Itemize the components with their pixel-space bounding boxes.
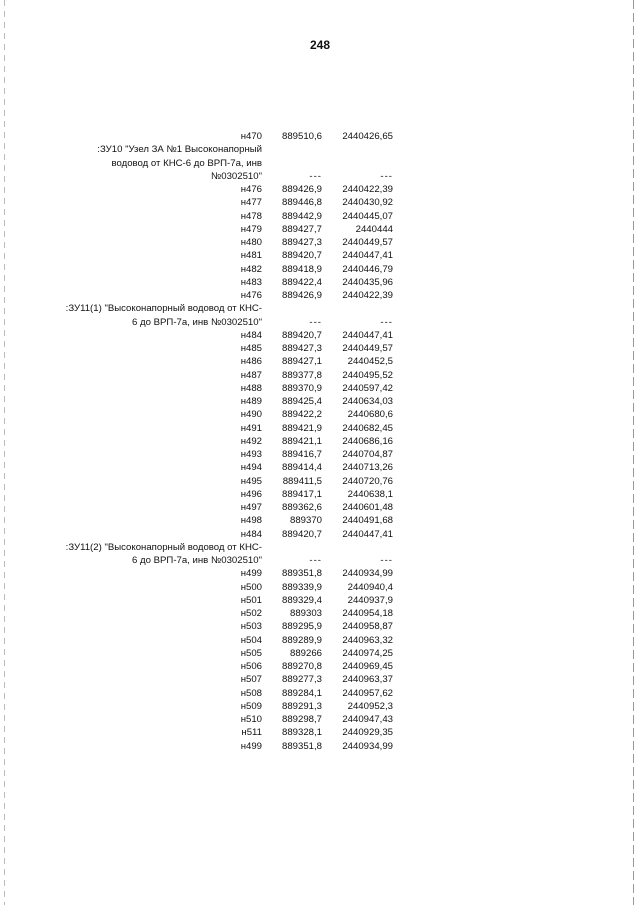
- parcel-caption: :ЗУ11(2) "Высоконапорный водовод от КНС-: [65, 541, 262, 553]
- coordinate-row: [60, 183, 400, 196]
- x-coordinate: 889298,7: [281, 714, 322, 725]
- point-label: н506: [240, 661, 262, 672]
- coordinate-row: [60, 329, 400, 342]
- y-coordinate: 2440495,52: [342, 369, 393, 381]
- coordinate-row: [60, 567, 400, 580]
- x-coordinate: 889427,3: [281, 343, 322, 354]
- coordinate-row: [60, 726, 400, 739]
- coordinate-row: [60, 594, 400, 607]
- x-coordinate: 889421,9: [281, 422, 322, 434]
- parcel-header-row: [60, 157, 400, 170]
- point-label: н496: [240, 488, 262, 500]
- y-coordinate: 2440704,87: [342, 449, 393, 460]
- y-coordinate: 2440491,68: [342, 515, 393, 527]
- coordinate-row: [60, 713, 400, 726]
- x-coordinate: 889442,9: [281, 210, 322, 222]
- coordinate-row: [60, 236, 400, 249]
- y-coordinate: 2440449,57: [342, 237, 393, 248]
- coordinate-row: [60, 647, 400, 660]
- point-label: н484: [240, 329, 262, 341]
- coordinate-row: [60, 687, 400, 700]
- x-coordinate: 889295,9: [281, 621, 322, 633]
- x-coordinate: 889370: [289, 515, 322, 527]
- coordinate-row: [60, 408, 400, 421]
- y-coordinate: 2440952,3: [347, 700, 393, 712]
- y-coordinate: 2440974,25: [342, 647, 393, 659]
- x-coordinate: 889422,4: [281, 276, 322, 288]
- point-label: н487: [240, 369, 262, 381]
- point-label: н503: [240, 621, 262, 633]
- point-label: н505: [240, 647, 262, 659]
- parcel-header-row: [60, 302, 400, 315]
- y-coordinate: 2440969,45: [342, 661, 393, 672]
- point-label: н495: [240, 475, 262, 487]
- y-coordinate: ---: [380, 316, 393, 328]
- coordinate-row: [60, 223, 400, 236]
- point-label: н509: [240, 700, 262, 712]
- scan-edge-right: [633, 0, 634, 905]
- x-coordinate: 889289,9: [281, 634, 322, 646]
- x-coordinate: 889427,7: [281, 223, 322, 235]
- coordinate-row: [60, 395, 400, 408]
- y-coordinate: 2440435,96: [342, 276, 393, 288]
- y-coordinate: 2440634,03: [342, 396, 393, 407]
- parcel-caption: :ЗУ11(1) "Высоконапорный водовод от КНС-: [65, 303, 262, 315]
- x-coordinate: 889411,5: [282, 475, 322, 487]
- coordinate-row: [60, 634, 400, 647]
- point-label: н477: [240, 197, 262, 209]
- coordinate-row: [60, 660, 400, 673]
- y-coordinate: ---: [380, 555, 393, 566]
- x-coordinate: ---: [309, 316, 322, 328]
- y-coordinate: 2440601,48: [342, 502, 393, 513]
- x-coordinate: 889414,4: [281, 462, 322, 474]
- y-coordinate: 2440426,65: [342, 131, 393, 142]
- y-coordinate: 2440929,35: [342, 727, 393, 739]
- y-coordinate: 2440422,39: [342, 290, 393, 301]
- point-label: н476: [240, 290, 262, 301]
- y-coordinate: 2440713,26: [342, 462, 393, 474]
- point-label: н491: [240, 422, 262, 434]
- point-label: н511: [241, 727, 262, 739]
- y-coordinate: 2440422,39: [342, 184, 393, 195]
- x-coordinate: 889416,7: [281, 449, 322, 460]
- coordinate-row: [60, 740, 400, 753]
- point-label: н470: [240, 131, 262, 142]
- point-label: н489: [240, 396, 262, 407]
- x-coordinate: 889421,1: [281, 435, 322, 447]
- point-label: н476: [240, 184, 262, 195]
- coordinate-row: [60, 488, 400, 501]
- y-coordinate: 2440963,32: [342, 634, 393, 646]
- y-coordinate: 2440638,1: [347, 488, 393, 500]
- y-coordinate: 2440963,37: [342, 674, 393, 686]
- y-coordinate: 2440447,41: [342, 528, 393, 540]
- coordinate-row: [60, 369, 400, 382]
- coordinate-row: [60, 210, 400, 223]
- x-coordinate: 889270,8: [281, 661, 322, 672]
- coordinate-row: [60, 289, 400, 302]
- x-coordinate: 889377,8: [281, 369, 322, 381]
- point-label: н493: [240, 449, 262, 460]
- y-coordinate: 2440597,42: [342, 382, 393, 394]
- coordinate-row: [60, 501, 400, 514]
- point-label: н494: [240, 462, 262, 474]
- coordinate-row: [60, 554, 400, 567]
- y-coordinate: 2440947,43: [342, 714, 393, 725]
- point-label: н504: [240, 634, 262, 646]
- y-coordinate: ---: [380, 170, 393, 182]
- point-label: н501: [240, 594, 262, 606]
- x-coordinate: 889303: [289, 608, 322, 619]
- y-coordinate: 2440686,16: [342, 435, 393, 447]
- x-coordinate: 889351,8: [281, 568, 322, 580]
- coordinate-row: [60, 422, 400, 435]
- coordinate-row: [60, 170, 400, 183]
- point-label: н481: [240, 250, 262, 262]
- x-coordinate: 889362,6: [281, 502, 322, 513]
- point-label: н499: [240, 740, 262, 752]
- y-coordinate: 2440449,57: [342, 343, 393, 354]
- y-coordinate: 2440682,45: [342, 422, 393, 434]
- coordinate-row: [60, 249, 400, 262]
- x-coordinate: 889351,8: [281, 740, 322, 752]
- x-coordinate: 889427,1: [281, 356, 322, 368]
- point-label: н490: [240, 409, 262, 421]
- coordinate-row: [60, 316, 400, 329]
- y-coordinate: 2440430,92: [342, 197, 393, 209]
- coordinate-row: [60, 700, 400, 713]
- coordinate-row: [60, 514, 400, 527]
- x-coordinate: 889510,6: [281, 131, 322, 142]
- y-coordinate: 2440957,62: [342, 687, 393, 699]
- y-coordinate: 2440720,76: [342, 475, 393, 487]
- coordinate-row: [60, 276, 400, 289]
- point-label: н482: [240, 263, 262, 275]
- y-coordinate: 2440447,41: [342, 250, 393, 262]
- point-label: н479: [240, 223, 262, 235]
- y-coordinate: 2440445,07: [342, 210, 393, 222]
- x-coordinate: 889339,9: [281, 581, 322, 593]
- x-coordinate: 889329,4: [281, 594, 322, 606]
- x-coordinate: 889426,9: [281, 184, 322, 195]
- point-label: н510: [240, 714, 262, 725]
- x-coordinate: 889420,7: [281, 250, 322, 262]
- x-coordinate: 889328,1: [281, 727, 322, 739]
- x-coordinate: 889291,3: [281, 700, 322, 712]
- point-label: н492: [240, 435, 262, 447]
- coordinate-row: [60, 382, 400, 395]
- coordinate-row: [60, 130, 400, 143]
- coordinate-row: [60, 263, 400, 276]
- x-coordinate: 889446,8: [281, 197, 322, 209]
- point-label: н498: [240, 515, 262, 527]
- point-label: №0302510": [210, 170, 262, 182]
- y-coordinate: 2440444: [355, 223, 393, 235]
- page-number: 248: [309, 38, 331, 52]
- coordinate-row: [60, 448, 400, 461]
- coordinates-table: [60, 130, 400, 753]
- coordinate-row: [60, 475, 400, 488]
- x-coordinate: 889266: [289, 647, 322, 659]
- coordinate-row: [60, 355, 400, 368]
- coordinate-row: [60, 435, 400, 448]
- y-coordinate: 2440680,6: [347, 409, 393, 421]
- coordinate-row: [60, 528, 400, 541]
- point-label: н508: [240, 687, 262, 699]
- x-coordinate: 889417,1: [281, 488, 322, 500]
- point-label: н500: [240, 581, 262, 593]
- x-coordinate: ---: [309, 170, 322, 182]
- y-coordinate: 2440934,99: [342, 568, 393, 580]
- y-coordinate: 2440934,99: [342, 740, 393, 752]
- x-coordinate: 889426,9: [281, 290, 322, 301]
- point-label: н478: [240, 210, 262, 222]
- y-coordinate: 2440937,9: [347, 594, 393, 606]
- x-coordinate: 889370,9: [281, 382, 322, 394]
- point-label: 6 до ВРП-7а, инв №0302510": [132, 316, 262, 328]
- coordinate-row: [60, 620, 400, 633]
- y-coordinate: 2440958,87: [342, 621, 393, 633]
- x-coordinate: ---: [309, 555, 322, 566]
- x-coordinate: 889420,7: [281, 329, 322, 341]
- coordinate-row: [60, 196, 400, 209]
- y-coordinate: 2440446,79: [342, 263, 393, 275]
- coordinate-row: [60, 581, 400, 594]
- parcel-header-row: [60, 541, 400, 554]
- point-label: н486: [240, 356, 262, 368]
- point-label: н502: [240, 608, 262, 619]
- coordinate-row: [60, 607, 400, 620]
- y-coordinate: 2440954,18: [342, 608, 393, 619]
- point-label: н483: [240, 276, 262, 288]
- y-coordinate: 2440452,5: [347, 356, 393, 368]
- coordinate-row: [60, 673, 400, 686]
- x-coordinate: 889422,2: [281, 409, 322, 421]
- point-label: н507: [240, 674, 262, 686]
- coordinate-row: [60, 342, 400, 355]
- x-coordinate: 889418,9: [281, 263, 322, 275]
- parcel-caption: водовод от КНС-6 до ВРП-7а, инв: [111, 157, 262, 169]
- point-label: н480: [240, 237, 262, 248]
- y-coordinate: 2440940,4: [347, 581, 393, 593]
- x-coordinate: 889420,7: [281, 528, 322, 540]
- parcel-caption: :ЗУ10 "Узел ЗА №1 Высоконапорный: [97, 144, 262, 156]
- point-label: н485: [240, 343, 262, 354]
- point-label: н488: [240, 382, 262, 394]
- coordinate-row: [60, 461, 400, 474]
- y-coordinate: 2440447,41: [342, 329, 393, 341]
- x-coordinate: 889277,3: [281, 674, 322, 686]
- point-label: 6 до ВРП-7а, инв №0302510": [132, 555, 262, 566]
- point-label: н497: [240, 502, 262, 513]
- x-coordinate: 889425,4: [281, 396, 322, 407]
- x-coordinate: 889427,3: [281, 237, 322, 248]
- parcel-header-row: [60, 143, 400, 156]
- x-coordinate: 889284,1: [281, 687, 322, 699]
- point-label: н499: [240, 568, 262, 580]
- scan-edge-left: [4, 0, 5, 905]
- point-label: н484: [240, 528, 262, 540]
